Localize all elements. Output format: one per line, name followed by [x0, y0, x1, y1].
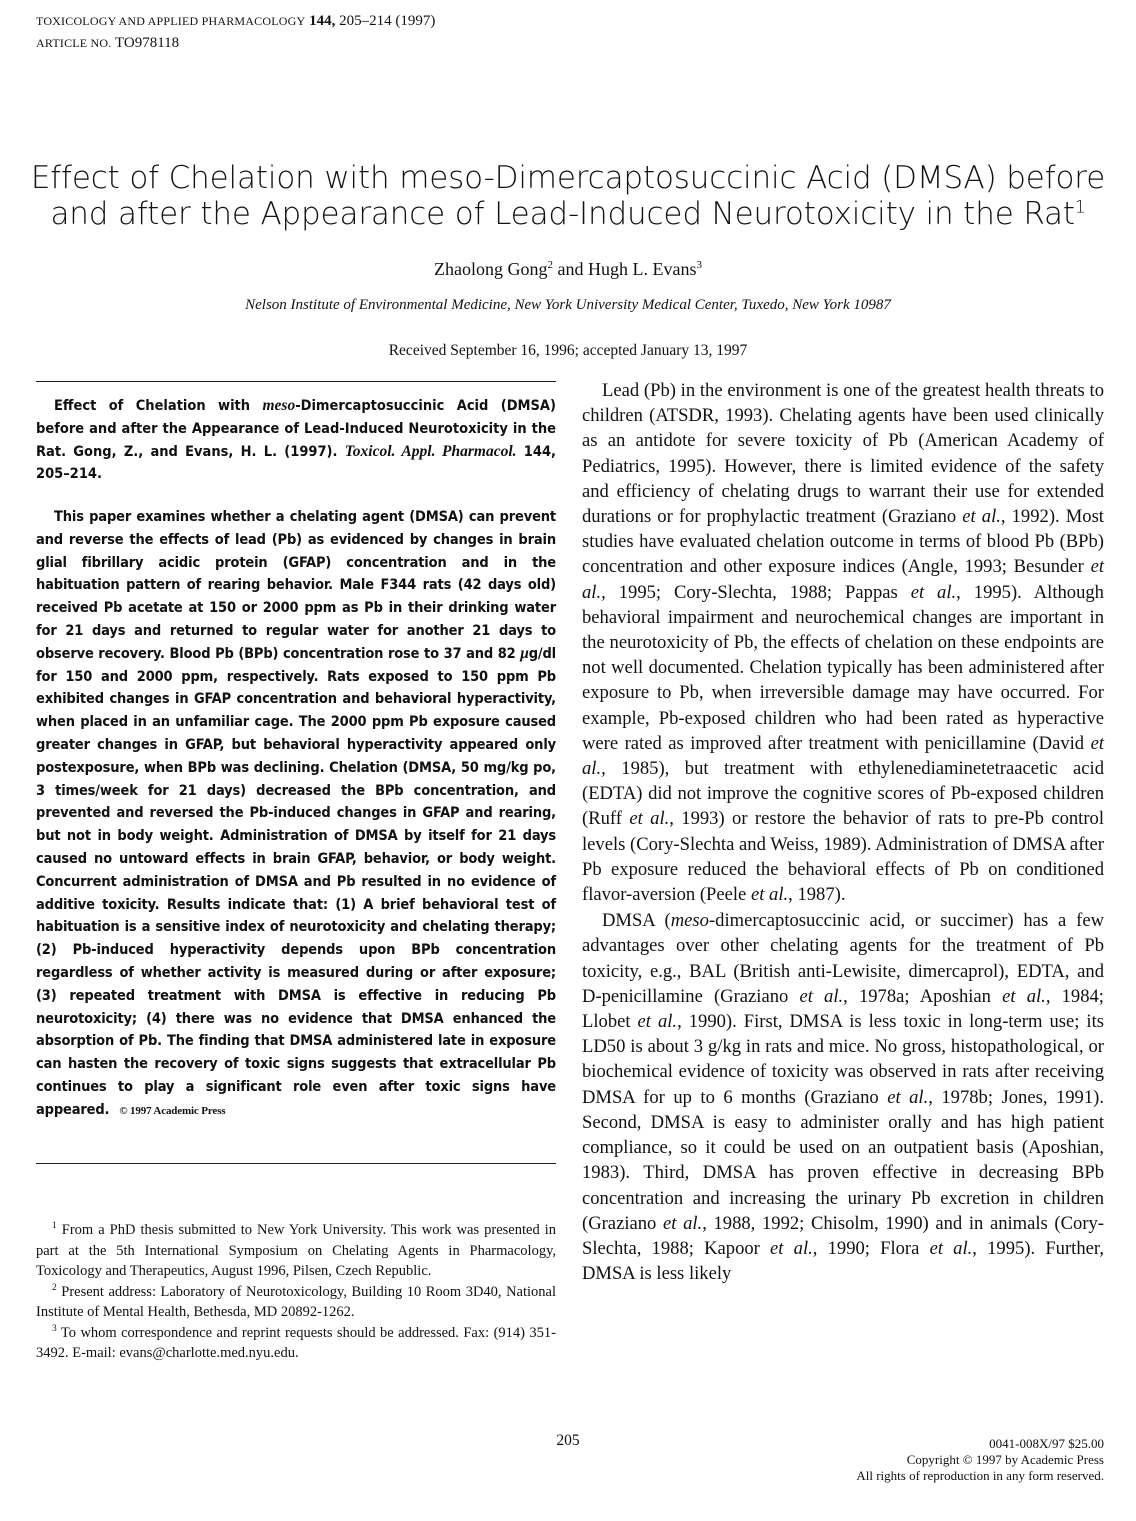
page-number: 205 [556, 1432, 580, 1449]
body-text: -penicillamine (Graziano [595, 985, 789, 1007]
footnotes [36, 1220, 556, 1364]
d-prefix: D [582, 985, 596, 1007]
abstract-body [36, 506, 556, 1123]
journal-citation-line [36, 12, 435, 31]
title-line-2: and after the Appearance of Lead-Induced Neurotoxicity in the Rat [50, 196, 1075, 232]
rights-line: All rights of reproduction in any form reserved. [856, 1468, 1104, 1483]
body-column-right [582, 378, 1104, 1286]
abstract-citation [36, 395, 556, 486]
body-text: , 1990). First, DMSA is less toxic in long-term use; its LD50 is about 3 g/kg in rats and mice. No gross, histopathological, or biochemical evidence of toxicity was observed in rats after receiving DMSA for up to 6 months (Graziano [582, 1011, 1104, 1108]
footnote-mark: 1 [52, 1221, 57, 1232]
et-al: et al. [770, 1237, 813, 1259]
body-text: , 1984; Llobet [582, 985, 1104, 1033]
et-al: et al. [629, 808, 670, 830]
et-al: et al. [962, 506, 1001, 528]
citation-pages: 205–214. [36, 466, 102, 483]
abstract-text: This paper examines whether a chelating agent (DMSA) can prevent and reverse the effects of lead (Pb) as evidenced by changes in brain glial fibrillary acidic protein (GFAP) concentration and in the habituation pattern of rearing behavior. Male F344 rats (42 days old) received Pb acetate at 150 or 2000 ppm as Pb in their drinking water for 21 days and returned to regular water for another 21 days to observe recovery. Blood Pb (BPb) concentration rose to 37 and 82 [36, 509, 556, 662]
body-paragraph-1 [582, 378, 1104, 907]
et-al: et al. [582, 732, 1104, 780]
body-text: , 1995). Although behavioral impairment and neurochemical changes are important in the neurotoxicity of Pb, the effects of chelation on these endpoints are not well documented. Chelation typically has been administered after exposure to Pb, when irreversible damage may have occurred. For example, Pb-exposed children who had been rated as hyperactive were rated as improved after treatment with penicillamine (David [582, 581, 1104, 754]
body-text: , 1995; Cory-Slechta, 1988; Pappas [601, 581, 898, 603]
et-al: et al. [582, 556, 1104, 603]
author-footnote-mark: 2 [547, 259, 553, 271]
author-name: Hugh L. Evans [588, 259, 697, 279]
body-text: , 1978a; Aposhian [843, 985, 991, 1007]
citation-journal: Toxicol. Appl. Pharmacol. [344, 442, 517, 460]
body-text: , 1988, 1992; Chisolm, 1990) and in animals (Cory-Slechta, 1988; Kapoor [582, 1212, 1104, 1259]
abstract-bottom-rule [36, 1163, 556, 1164]
received-dates: Received September 16, 1996; accepted January 13, 1997 [388, 342, 748, 359]
article-number: TO978118 [114, 35, 180, 51]
et-al: et al. [887, 1086, 929, 1108]
footnote-text: To whom correspondence and reprint requests should be addressed. Fax: (914) 351-3492. E-mail: evans@charlotte.med.nyu.edu. [36, 1324, 556, 1361]
citation-meso: meso [262, 397, 296, 414]
et-al: et al. [637, 1011, 678, 1033]
paper-title [20, 160, 1116, 232]
body-text: , 1995). Further, DMSA is less likely [582, 1237, 1104, 1285]
body-text: , 1990; Flora [812, 1237, 920, 1259]
press-copyright: © 1997 Academic Press [119, 1104, 226, 1117]
body-paragraph-2 [582, 908, 1104, 1286]
author-name: Zhaolong Gong [434, 259, 548, 279]
footnote-2 [36, 1282, 556, 1323]
body-text: , 1978b; Jones, 1991). Second, DMSA is easy to administer orally and has high patient compliance, so it could be used on an outpatient basis (Aposhian, 1983). Third, DMSA has proven effective in decreasing BPb concentration and increasing the urinary Pb excretion in children (Graziano [582, 1086, 1104, 1234]
author-footnote-mark: 3 [696, 259, 702, 271]
et-al: et al. [1002, 985, 1046, 1007]
article-number-line [36, 34, 179, 53]
footnote-text: Present address: Laboratory of Neurotoxicology, Building 10 Room 3D40, National Institute of Mental Health, Bethesda, MD 20892-1262. [36, 1283, 556, 1320]
footnote-1 [36, 1220, 556, 1282]
body-text: , 1992). Most studies have evaluated chelation outcome in terms of blood Pb (BPb) concentration and other exposure indices (Angle, 1993; Besunder [582, 506, 1104, 578]
body-text: -dimercaptosuccinic acid, or succimer) has a few advantages over other chelating agents for the treatment of Pb toxicity, e.g., BAL (British anti-Lewisite, dimercaprol), EDTA, and [582, 910, 1104, 982]
author-line [0, 258, 1136, 280]
body-text: , 1987). [788, 884, 846, 906]
abstract-text: g/dl for 150 and 2000 ppm, respectively. Rats exposed to 150 ppm Pb exhibited changes in GFAP concentration and behavioral hyperactivity, when placed in an unfamiliar cage. The 2000 ppm Pb exposure caused greater changes in GFAP, but behavioral hyperactivity appeared only postexposure, when BPb was declining. Chelation (DMSA, 50 mg/kg po, 3 times/week for 21 days) decreased the BPb concentration, and prevented and reversed the Pb-induced changes in GFAP and rearing, but not in body weight. Administration of DMSA by itself for 21 days caused no untoward effects in brain GFAP, behavior, or body weight. Concurrent administration of DMSA and Pb resulted in no evidence of additive toxicity. Results indicate that: (1) A brief behavioral test of habituation is a sensitive index of neurotoxicity and chelating therapy; (2) Pb-induced hyperactivity depends upon BPb concentration regardless of whether activity is measured during or after exposure; (3) repeated treatment with DMSA is effective in reducing Pb neurotoxicity; (4) there was no evidence that DMSA enhanced the absorption of Pb. The finding that DMSA administered late in exposure can hasten the recovery of toxic signs suggests that extracellular Pb continues to play a significant role even after toxic signs have appeared. [36, 645, 556, 1118]
footnote-text: From a PhD thesis submitted to New York University. This work was presented in part at the 5th International Symposium on Chelating Agents in Pharmacology, Toxicology and Therapeutics, August 1996, Pilsen, Czech Republic. [36, 1222, 557, 1279]
et-al: et al. [929, 1237, 973, 1259]
copyright-block [856, 1436, 1104, 1484]
body-text: , 1985), but treatment with ethylenediaminetetraacetic acid (EDTA) did not improve the cognitive scores of Pb-exposed children (Ruff [582, 758, 1104, 830]
affiliation: Nelson Institute of Environmental Medicine, New York University Medical Center, Tuxedo, New York 10987 [245, 297, 891, 313]
mu-symbol: μ [520, 644, 529, 662]
citation-text: -Dimercaptosuccinic Acid (DMSA) before and after the Appearance of Lead-Induced Neurotoxicity in the Rat. Gong, Z., and Evans, H. L. (1997). [36, 398, 556, 460]
journal-volume: 144, [309, 13, 336, 29]
footnote-mark: 3 [52, 1323, 57, 1334]
journal-pages: 205–214 (1997) [339, 13, 436, 29]
citation-text: Effect of Chelation with [54, 398, 251, 414]
et-al: et al. [799, 985, 844, 1007]
footnote-mark: 2 [52, 1282, 57, 1293]
price-code: 0041-008X/97 $25.00 [989, 1436, 1104, 1451]
meso-italic: meso [670, 910, 709, 932]
title-line-1: Effect of Chelation with meso-Dimercaptosuccinic Acid (DMSA) before [30, 160, 1106, 196]
et-al: et al. [910, 581, 957, 603]
footnote-3 [36, 1323, 556, 1364]
article-label: ARTICLE NO. [36, 36, 112, 50]
abstract-top-rule [36, 381, 556, 382]
body-text: , 1993) or restore the behavior of rats to pre-Pb control levels (Cory-Slechta and Weiss, 1989). Administration of DMSA after Pb exposure reduced the behavioral effects of Pb on conditioned flavor-aversion (Peele [582, 808, 1104, 906]
author-connector: and [557, 259, 584, 279]
et-al: et al. [663, 1212, 703, 1234]
journal-name: TOXICOLOGY AND APPLIED PHARMACOLOGY [36, 14, 306, 28]
body-text: DMSA ( [602, 910, 671, 932]
et-al: et al. [750, 884, 789, 906]
citation-volume: 144, [523, 443, 556, 460]
copyright-line: Copyright © 1997 by Academic Press [906, 1452, 1104, 1467]
title-footnote-mark: 1 [1074, 197, 1086, 218]
body-text: Lead (Pb) in the environment is one of the greatest health threats to children (ATSDR, 1993). Chelating agents have been used clinically as an antidote for severe toxicity of Pb (American Academy of Pediatrics, 1995). However, there is limited evidence of the safety and efficiency of chelating drugs to warrant their use for extended durations or for prophylactic treatment (Graziano [582, 380, 1104, 528]
